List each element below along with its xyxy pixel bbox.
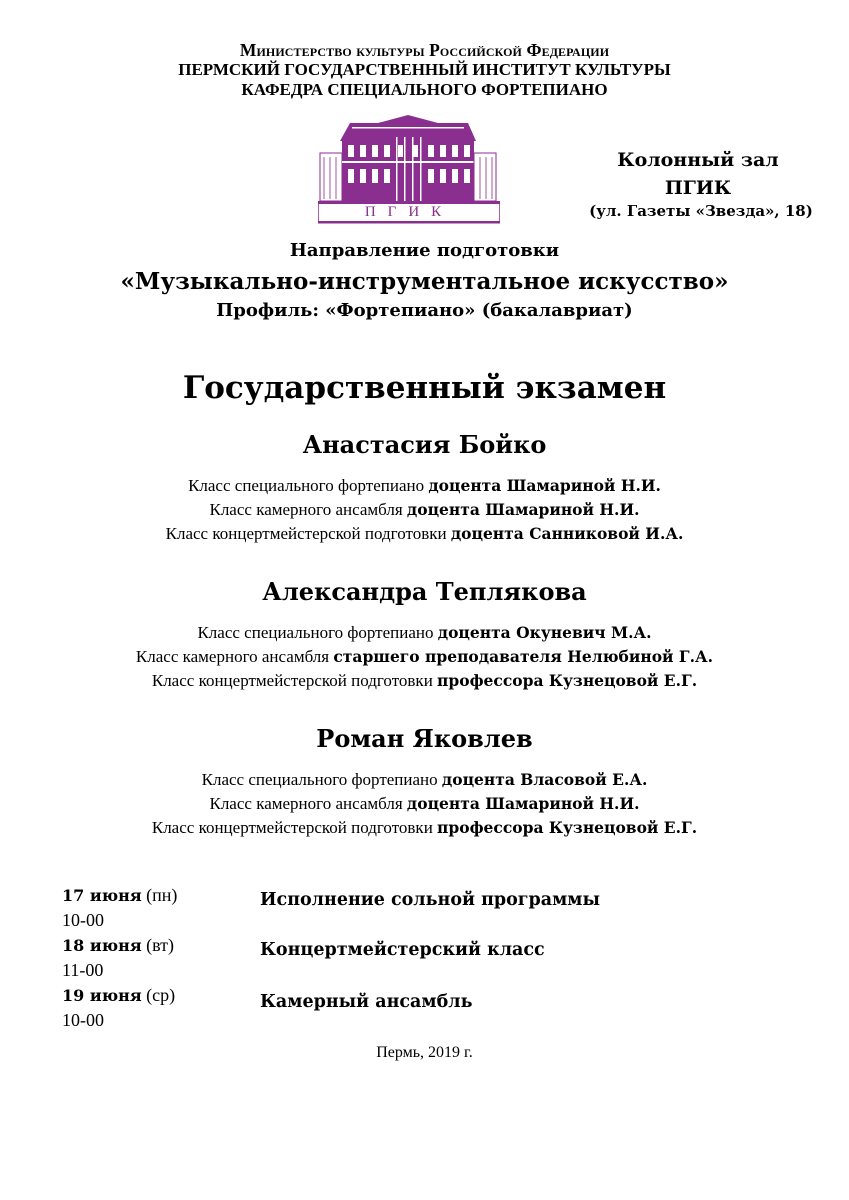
date-weekday: (ср) (146, 985, 176, 1005)
direction-profile: Профиль: «Фортепиано» (бакалавриат) (216, 300, 633, 321)
student-block (0, 430, 849, 546)
schedule-date (62, 984, 175, 1007)
schedule-time: 10-00 (62, 1010, 104, 1030)
class-teacher: старшего преподавателя Нелюбиной Г.А. (333, 647, 714, 666)
student-name: Анастасия Бойко (302, 430, 547, 459)
venue-block (548, 146, 848, 220)
class-teacher: профессора Кузнецовой Е.Г. (437, 671, 698, 690)
date-day: 17 июня (62, 886, 142, 905)
venue-institute: ПГИК (664, 177, 732, 199)
class-line (0, 669, 849, 693)
schedule-date (62, 934, 174, 957)
class-label: Класс концертмейстерской подготовки (151, 818, 433, 837)
venue-hall: Колонный зал (617, 149, 779, 171)
class-line (0, 645, 849, 669)
schedule-time: 10-00 (62, 910, 104, 930)
date-day: 19 июня (62, 986, 142, 1005)
schedule-date (62, 884, 177, 907)
schedule-row (62, 934, 782, 984)
schedule-event: Исполнение сольной программы (260, 890, 601, 910)
schedule-time: 11-00 (62, 960, 104, 980)
department-line: КАФЕДРА СПЕЦИАЛЬНОГО ФОРТЕПИАНО (241, 80, 608, 99)
class-label: Класс камерного ансамбля (135, 647, 330, 666)
footer-city-year: Пермь, 2019 г. (376, 1044, 473, 1061)
class-teacher: доцента Шамариной Н.И. (406, 794, 640, 813)
class-label: Класс концертмейстерской подготовки (165, 524, 447, 543)
student-name: Александра Теплякова (262, 577, 587, 606)
class-teacher: профессора Кузнецовой Е.Г. (437, 818, 698, 837)
class-label: Класс камерного ансамбля (209, 794, 403, 813)
class-label: Класс специального фортепиано (197, 623, 434, 642)
exam-title: Государственный экзамен (182, 370, 667, 406)
schedule-row (62, 884, 782, 934)
class-label: Класс концертмейстерской подготовки (151, 671, 433, 690)
class-label: Класс камерного ансамбля (209, 500, 403, 519)
student-block (0, 577, 849, 693)
class-label: Класс специального фортепиано (201, 770, 438, 789)
logo-text: ПГИК (364, 204, 454, 220)
exam-schedule (62, 884, 782, 1034)
date-day: 18 июня (62, 936, 142, 955)
schedule-row (62, 984, 782, 1034)
class-label: Класс специального фортепиано (188, 476, 425, 495)
class-line (0, 522, 849, 546)
student-name: Роман Яковлев (316, 724, 533, 753)
date-weekday: (вт) (146, 935, 175, 955)
class-teacher: доцента Шамариной Н.И. (428, 476, 661, 495)
ministry-line: Министерство культуры Российской Федерации (239, 40, 610, 60)
class-line (0, 768, 849, 792)
venue-address: (ул. Газеты «Звезда», 18) (589, 202, 813, 220)
program-direction (0, 237, 849, 323)
class-teacher: доцента Шамариной Н.И. (406, 500, 640, 519)
class-teacher: доцента Санниковой И.А. (450, 524, 684, 543)
institute-line: ПЕРМСКИЙ ГОСУДАРСТВЕННЫЙ ИНСТИТУТ КУЛЬТУРЫ (178, 60, 671, 79)
schedule-event: Концертмейстерский класс (260, 940, 545, 960)
class-teacher: доцента Окуневич М.А. (437, 623, 652, 642)
schedule-event: Камерный ансамбль (260, 992, 473, 1012)
class-teacher: доцента Власовой Е.А. (441, 770, 648, 789)
date-weekday: (пн) (146, 885, 178, 905)
class-line (0, 816, 849, 840)
class-line (0, 474, 849, 498)
class-line (0, 498, 849, 522)
direction-name: «Музыкально-инструментальное искусство» (120, 268, 729, 295)
class-line (0, 792, 849, 816)
direction-label: Направление подготовки (289, 240, 560, 261)
student-block (0, 724, 849, 840)
class-line (0, 621, 849, 645)
institution-header (0, 40, 849, 100)
